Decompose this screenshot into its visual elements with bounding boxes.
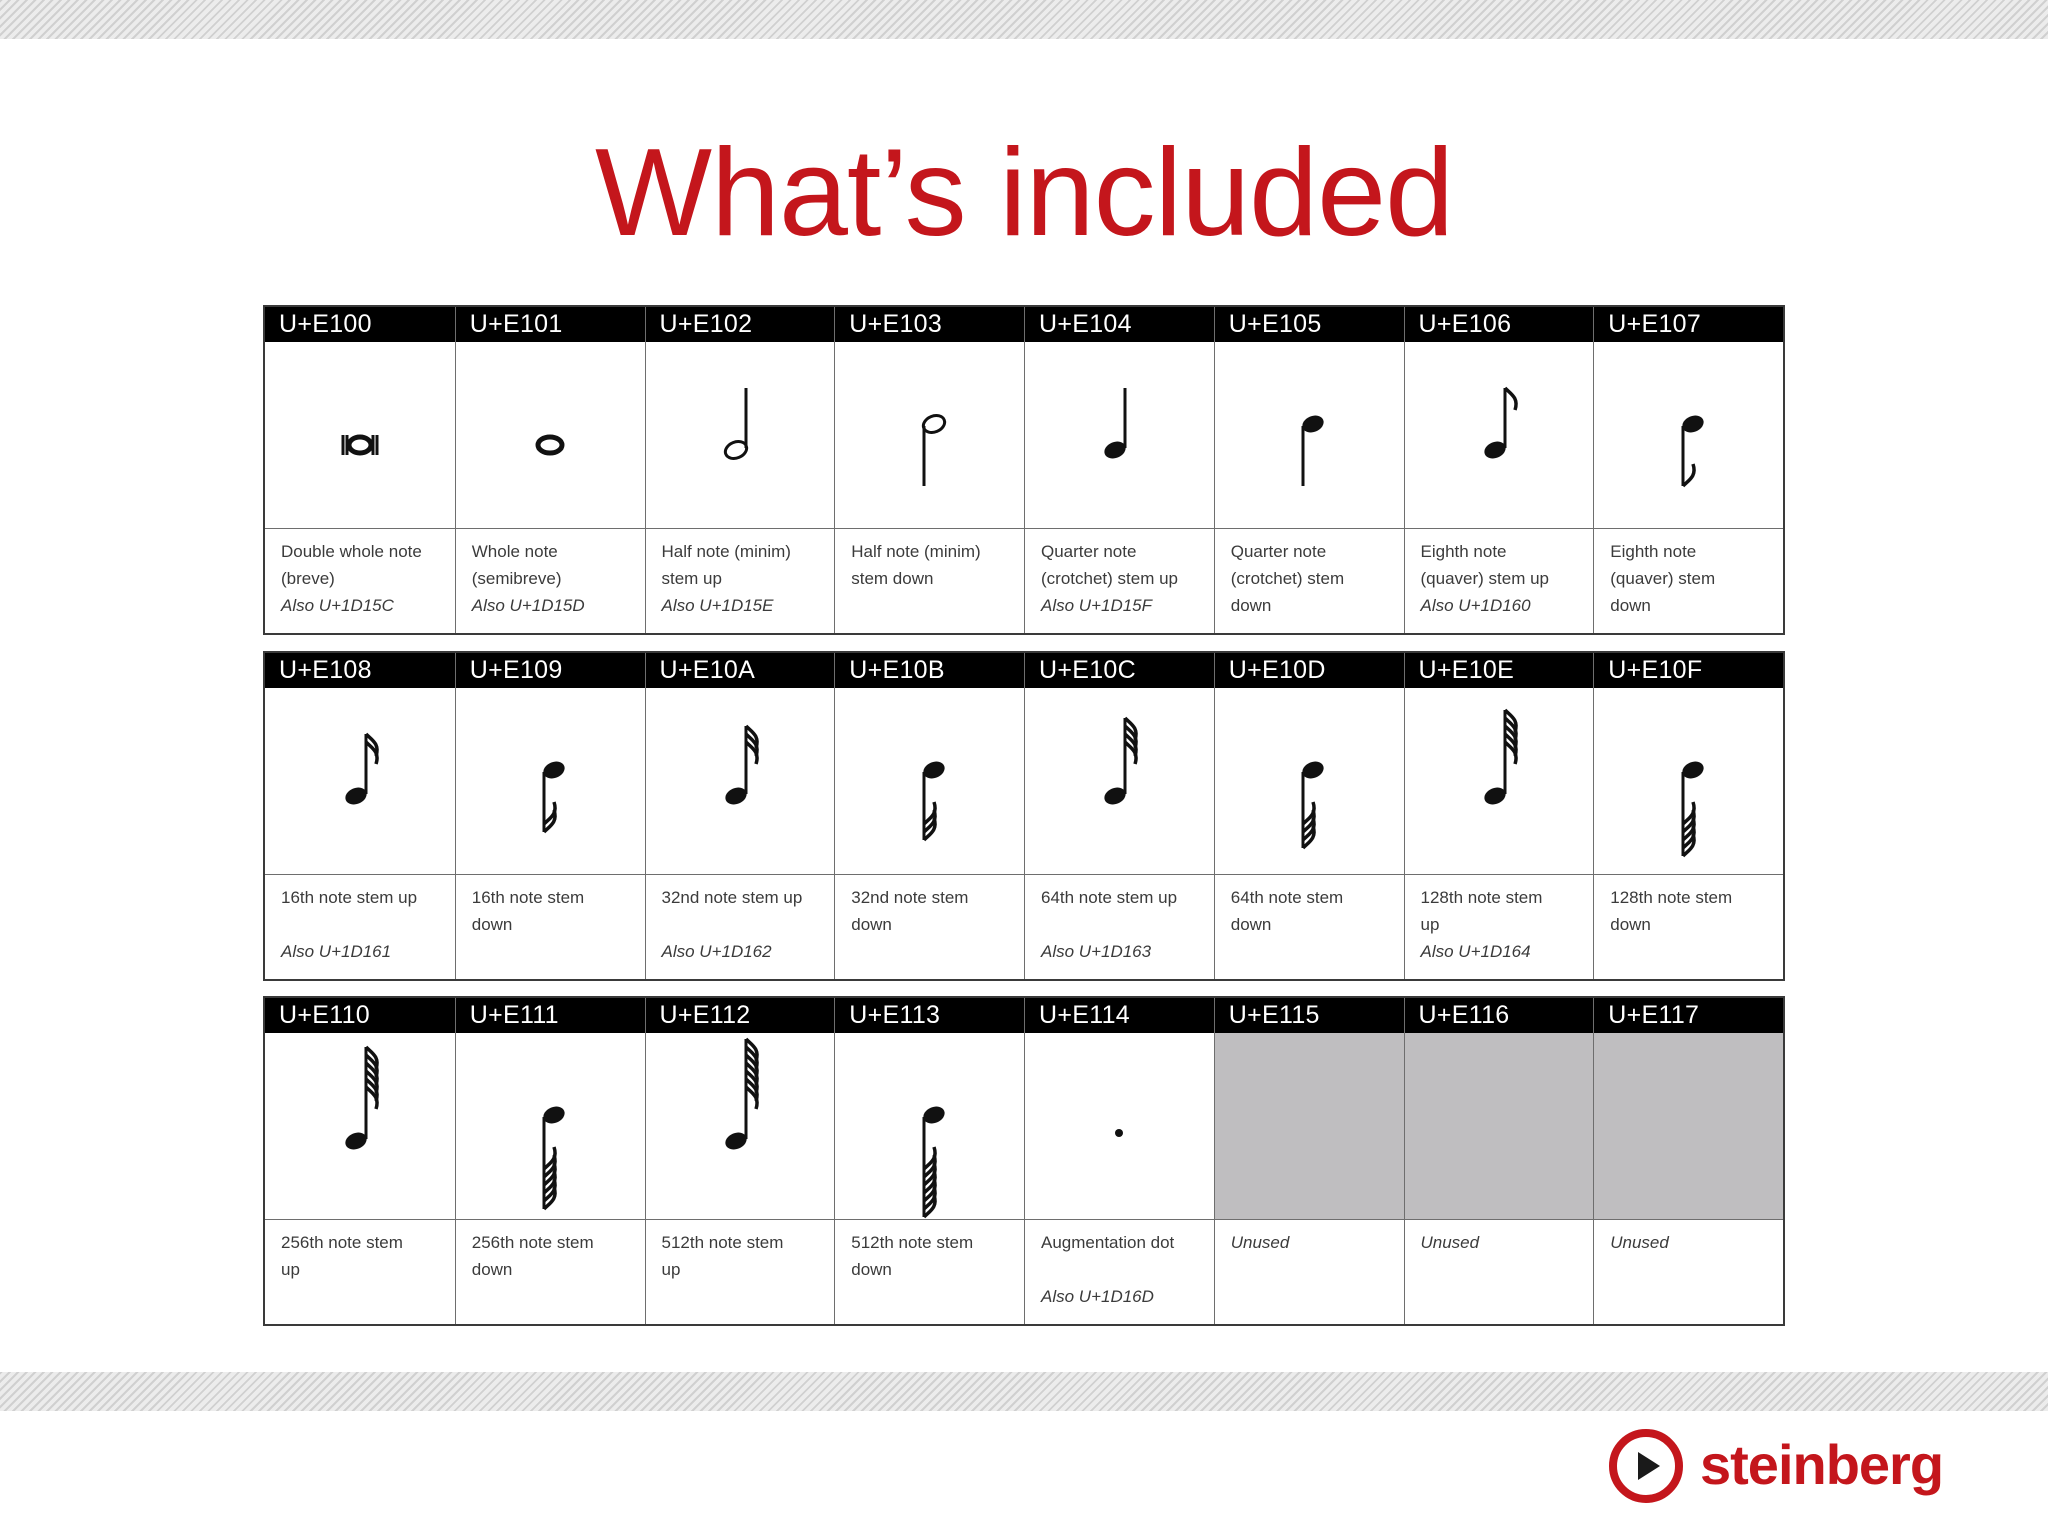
glyph-cell [1593,998,1783,1324]
glyph-description [1215,1220,1404,1256]
description-line: down [1610,596,1651,615]
glyph-preview [1405,1033,1594,1220]
glyph-description [1215,875,1404,938]
description-line: down [1230,915,1272,934]
description-line [1041,911,1206,938]
glyph-cell [455,998,645,1324]
glyph-description [1594,529,1783,619]
glyph-description [456,875,645,938]
glyph-preview [646,342,835,529]
glyph-preview [1405,688,1594,875]
128th-note-up-icon [1439,688,1559,874]
glyph-preview [1025,342,1214,529]
glyph-preview [1405,342,1594,529]
description-line: Whole note [471,542,558,561]
top-decorative-stripe [0,0,2048,39]
256th-note-up-icon [300,1033,420,1219]
glyph-cell [265,307,455,633]
codepoint-label: U+E117 [1594,998,1783,1033]
description-line: (quaver) stem [1610,569,1716,588]
64th-note-up-icon [1059,688,1179,874]
description-line: down [851,1260,892,1279]
glyph-description [646,1220,835,1283]
description-line: 128th note stem [1610,888,1733,907]
description-line: 16th note stem up [281,888,418,907]
description-line [1041,1256,1206,1283]
description-line: Eighth note [1420,542,1507,561]
glyph-cell [834,307,1024,633]
glyph-cell [455,653,645,979]
glyph-description [1594,1220,1783,1256]
glyph-description [835,529,1024,592]
description-line: Half note (minim) [851,542,981,561]
description-line: 256th note stem [281,1233,403,1252]
glyph-preview [1594,342,1783,529]
glyph-description [646,529,835,619]
glyph-cell [1593,653,1783,979]
glyph-cell [1024,998,1214,1324]
codepoint-label: U+E116 [1405,998,1594,1033]
glyph-cell [645,998,835,1324]
description-line: 32nd note stem [851,888,969,907]
description-line: Double whole note [281,542,422,561]
also-codepoint: Also U+1D160 [1420,596,1531,615]
codepoint-label: U+E106 [1405,307,1594,342]
glyph-cell [1404,307,1594,633]
description-line: 512th note stem [661,1233,784,1252]
codepoint-label: U+E113 [835,998,1024,1033]
glyph-cell [1404,653,1594,979]
description-line: 512th note stem [851,1233,974,1252]
description-line: up [281,1260,300,1279]
codepoint-label: U+E103 [835,307,1024,342]
codepoint-label: U+E111 [456,998,645,1033]
codepoint-label: U+E10E [1405,653,1594,688]
glyph-cell [1214,998,1404,1324]
description-line: 32nd note stem up [661,888,803,907]
glyph-cell [455,307,645,633]
glyph-preview [1215,1033,1404,1220]
codepoint-label: U+E10D [1215,653,1404,688]
64th-note-down-icon [1249,688,1369,874]
codepoint-label: U+E100 [265,307,455,342]
glyph-description [835,875,1024,938]
description-line: down [471,915,513,934]
also-codepoint: Also U+1D15E [661,596,774,615]
glyph-description [265,529,455,619]
glyph-preview [1025,1033,1214,1220]
32nd-note-up-icon [680,688,800,874]
bottom-decorative-stripe [0,1372,2048,1411]
glyph-description [1025,875,1214,965]
glyph-description [1025,529,1214,619]
description-line [281,911,447,938]
description-line: (breve) [281,569,335,588]
codepoint-label: U+E109 [456,653,645,688]
codepoint-label: U+E112 [646,998,835,1033]
description-line: stem up [661,569,722,588]
glyph-description [1025,1220,1214,1310]
description-line: 256th note stem [471,1233,594,1252]
description-line: stem down [851,569,934,588]
also-codepoint: Also U+1D15F [1041,596,1153,615]
codepoint-label: U+E115 [1215,998,1404,1033]
codepoint-label: U+E114 [1025,998,1214,1033]
glyph-preview [1215,342,1404,529]
codepoint-label: U+E105 [1215,307,1404,342]
glyph-description [1405,875,1594,965]
codepoint-label: U+E107 [1594,307,1783,342]
glyph-preview [265,342,455,529]
also-codepoint: Also U+1D16D [1041,1287,1154,1306]
glyph-preview [646,1033,835,1220]
description-line [662,911,827,938]
glyph-cell [1214,653,1404,979]
description-line: (crotchet) stem up [1041,569,1178,588]
glyph-description [1405,1220,1594,1256]
quarter-note-up-icon [1059,342,1179,528]
glyph-description [456,1220,645,1283]
glyph-preview [646,688,835,875]
codepoint-label: U+E101 [456,307,645,342]
codepoint-label: U+E10F [1594,653,1783,688]
description-line: 64th note stem [1230,888,1344,907]
also-codepoint: Also U+1D164 [1420,942,1531,961]
description-line: down [471,1260,513,1279]
glyph-cell [1593,307,1783,633]
glyph-preview [835,342,1024,529]
glyph-preview [1025,688,1214,875]
slide-title: What’s included [594,124,1454,262]
description-line: Unused [1420,1233,1480,1252]
also-codepoint: Also U+1D161 [281,942,392,961]
glyph-cell [1404,998,1594,1324]
description-line: Quarter note [1041,542,1137,561]
glyph-description [456,529,645,619]
eighth-note-down-icon [1629,342,1749,528]
glyph-cell [1214,307,1404,633]
description-line: Unused [1610,1233,1669,1252]
description-line: up [1420,915,1440,934]
whole-note-icon [490,342,610,528]
description-line: Augmentation dot [1041,1233,1175,1252]
glyph-description [265,1220,455,1283]
glyph-preview [265,1033,455,1220]
codepoint-label: U+E10A [646,653,835,688]
steinberg-logo [1606,1426,1946,1506]
glyph-table-row-1 [263,305,1785,635]
glyph-preview [456,342,645,529]
glyph-description [1215,529,1404,619]
glyph-table-row-3 [263,996,1785,1326]
glyph-cell [265,998,455,1324]
codepoint-label: U+E102 [646,307,835,342]
description-line: Eighth note [1610,542,1697,561]
glyph-preview [1594,1033,1783,1220]
codepoint-label: U+E108 [265,653,455,688]
glyph-preview [1594,688,1783,875]
description-line: Unused [1230,1233,1290,1252]
description-line: down [851,915,892,934]
glyph-preview [1215,688,1404,875]
half-note-down-icon [870,342,990,528]
glyph-cell [645,307,835,633]
32nd-note-down-icon [870,688,990,874]
half-note-up-icon [680,342,800,528]
description-line: up [661,1260,681,1279]
glyph-cell [834,653,1024,979]
16th-note-down-icon [490,688,610,874]
also-codepoint: Also U+1D162 [661,942,772,961]
glyph-preview [835,688,1024,875]
codepoint-label: U+E104 [1025,307,1214,342]
glyph-cell [1024,307,1214,633]
glyph-preview [835,1033,1024,1220]
512th-note-down-icon [870,1033,990,1219]
description-line: 16th note stem [471,888,585,907]
256th-note-down-icon [490,1033,610,1219]
128th-note-down-icon [1629,688,1749,874]
logo-wordmark: steinberg [1700,1433,1944,1496]
description-line: 64th note stem up [1041,888,1178,907]
description-line: down [1610,915,1651,934]
glyph-cell [645,653,835,979]
description-line: down [1230,596,1272,615]
codepoint-label: U+E10B [835,653,1024,688]
description-line: (crotchet) stem [1230,569,1345,588]
description-line: (quaver) stem up [1420,569,1549,588]
codepoint-label: U+E110 [265,998,455,1033]
double-whole-note-icon [300,342,420,528]
glyph-description [646,875,835,965]
description-line: Quarter note [1230,542,1327,561]
also-codepoint: Also U+1D15D [471,596,585,615]
description-line: Half note (minim) [661,542,791,561]
512th-note-up-icon [680,1033,800,1219]
glyph-cell [1024,653,1214,979]
description-line: 128th note stem [1420,888,1543,907]
glyph-description [1405,529,1594,619]
16th-note-up-icon [300,688,420,874]
augmentation-dot-icon [1059,1033,1179,1219]
glyph-description [1594,875,1783,938]
glyph-description [835,1220,1024,1283]
logo-play-icon [1606,1426,1686,1506]
also-codepoint: Also U+1D163 [1041,942,1152,961]
quarter-note-down-icon [1249,342,1369,528]
glyph-cell [834,998,1024,1324]
eighth-note-up-icon [1439,342,1559,528]
glyph-cell [265,653,455,979]
glyph-description [265,875,455,965]
also-codepoint: Also U+1D15C [281,596,394,615]
glyph-table-row-2 [263,651,1785,981]
glyph-preview [456,688,645,875]
codepoint-label: U+E10C [1025,653,1214,688]
description-line: (semibreve) [471,569,562,588]
glyph-preview [456,1033,645,1220]
glyph-preview [265,688,455,875]
